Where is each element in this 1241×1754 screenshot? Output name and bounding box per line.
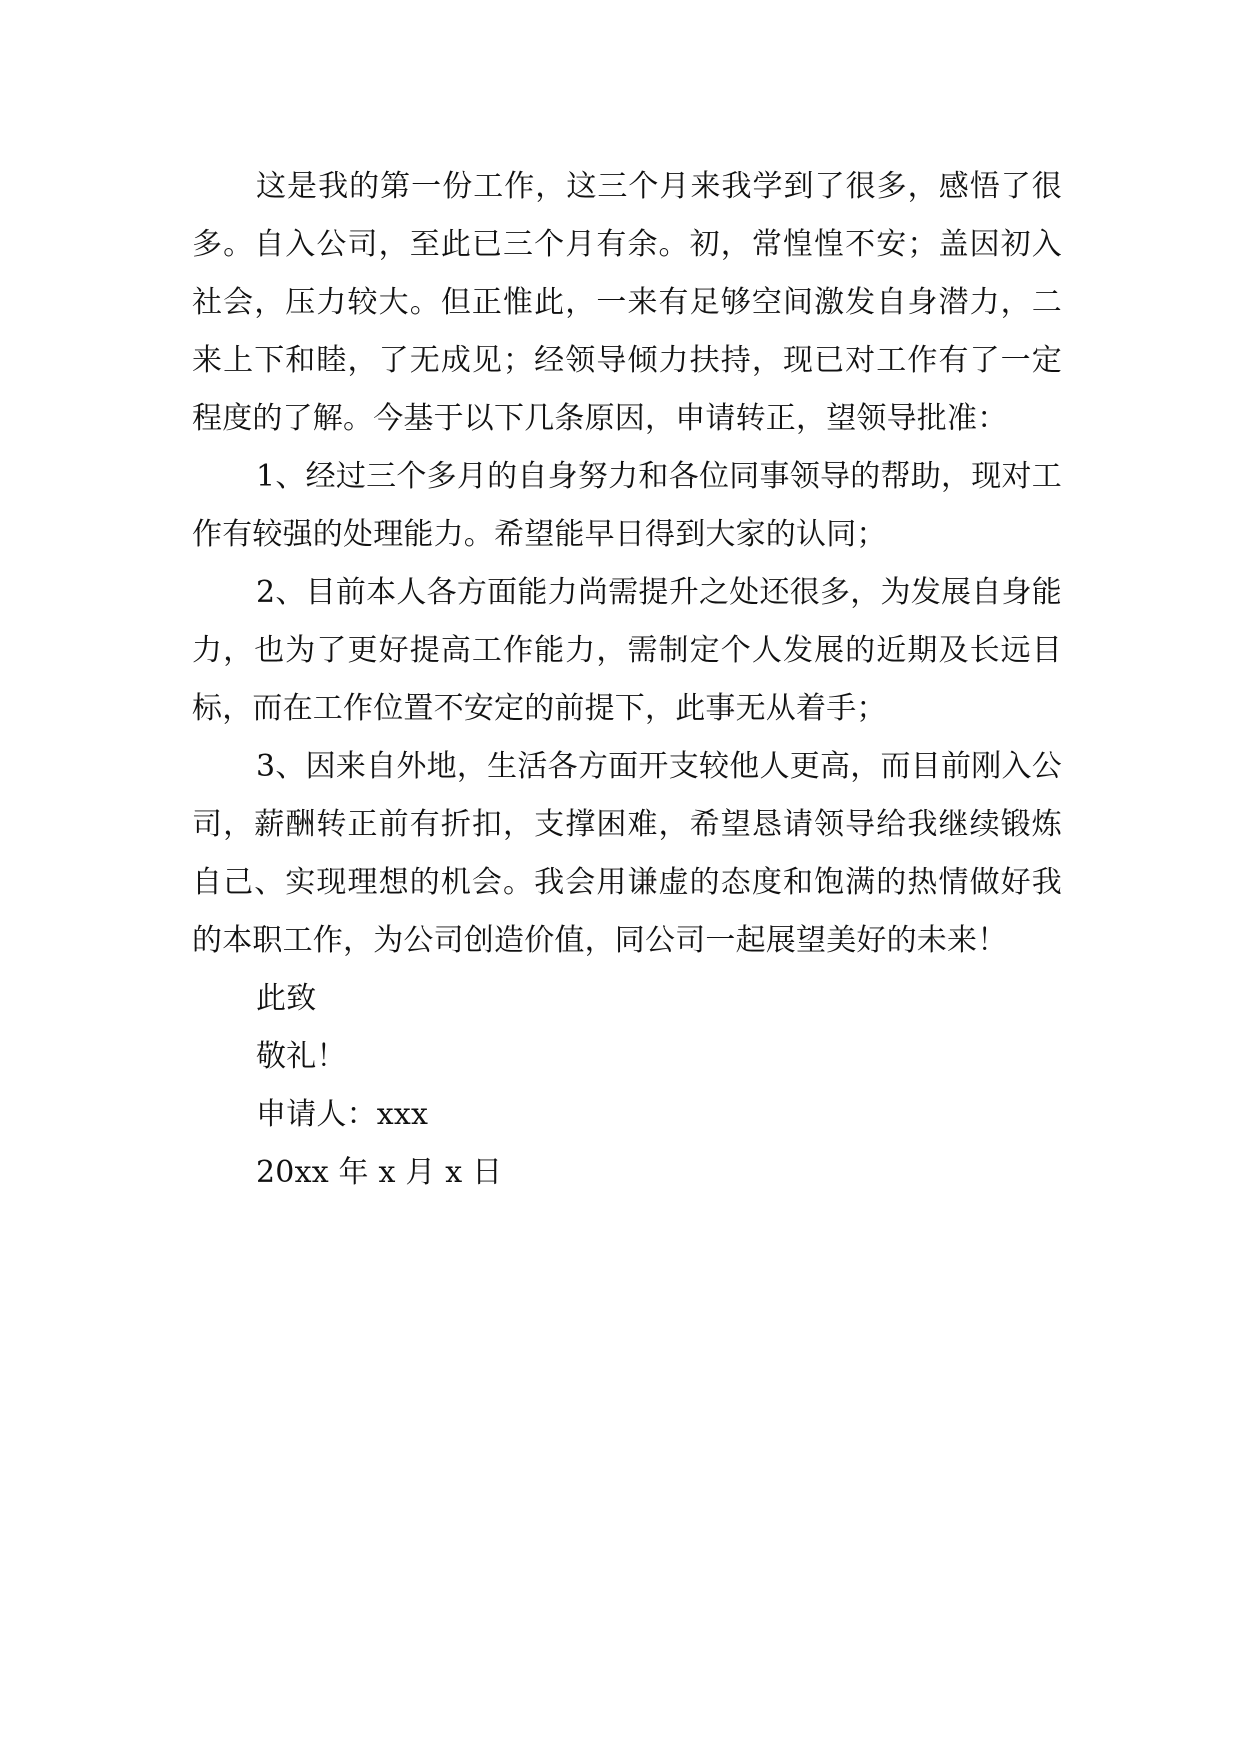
paragraph-reason-2: 2、目前本人各方面能力尚需提升之处还很多，为发展自身能力，也为了更好提高工作能力，需制定个人发展的近期及长远目标，而在工作位置不安定的前提下，此事无从着手；	[192, 575, 1062, 726]
letter-date: 20xx 年 x 月 x 日	[256, 1155, 503, 1190]
closing-regards-1: 此致	[256, 981, 317, 1016]
paragraph-reason-3: 3、因来自外地，生活各方面开支较他人更高，而目前刚入公司，薪酬转正前有折扣，支撑困难，希望恳请领导给我继续锻炼自己、实现理想的机会。我会用谦虚的态度和饱满的热情做好我的本职工作，为公司创造价值，同公司一起展望美好的未来！	[192, 749, 1062, 958]
applicant-signature: 申请人：xxx	[256, 1097, 429, 1132]
letter-body	[192, 158, 1062, 1202]
closing-regards-2: 敬礼！	[256, 1039, 347, 1074]
paragraph-reason-1: 1、经过三个多月的自身努力和各位同事领导的帮助，现对工作有较强的处理能力。希望能早日得到大家的认同；	[192, 459, 1062, 552]
paragraph-intro: 这是我的第一份工作，这三个月来我学到了很多，感悟了很多。自入公司，至此已三个月有余。初，常惶惶不安；盖因初入社会，压力较大。但正惟此，一来有足够空间激发自身潜力，二来上下和睦，了无成见；经领导倾力扶持，现已对工作有了一定程度的了解。今基于以下几条原因，申请转正，望领导批准：	[192, 169, 1062, 436]
